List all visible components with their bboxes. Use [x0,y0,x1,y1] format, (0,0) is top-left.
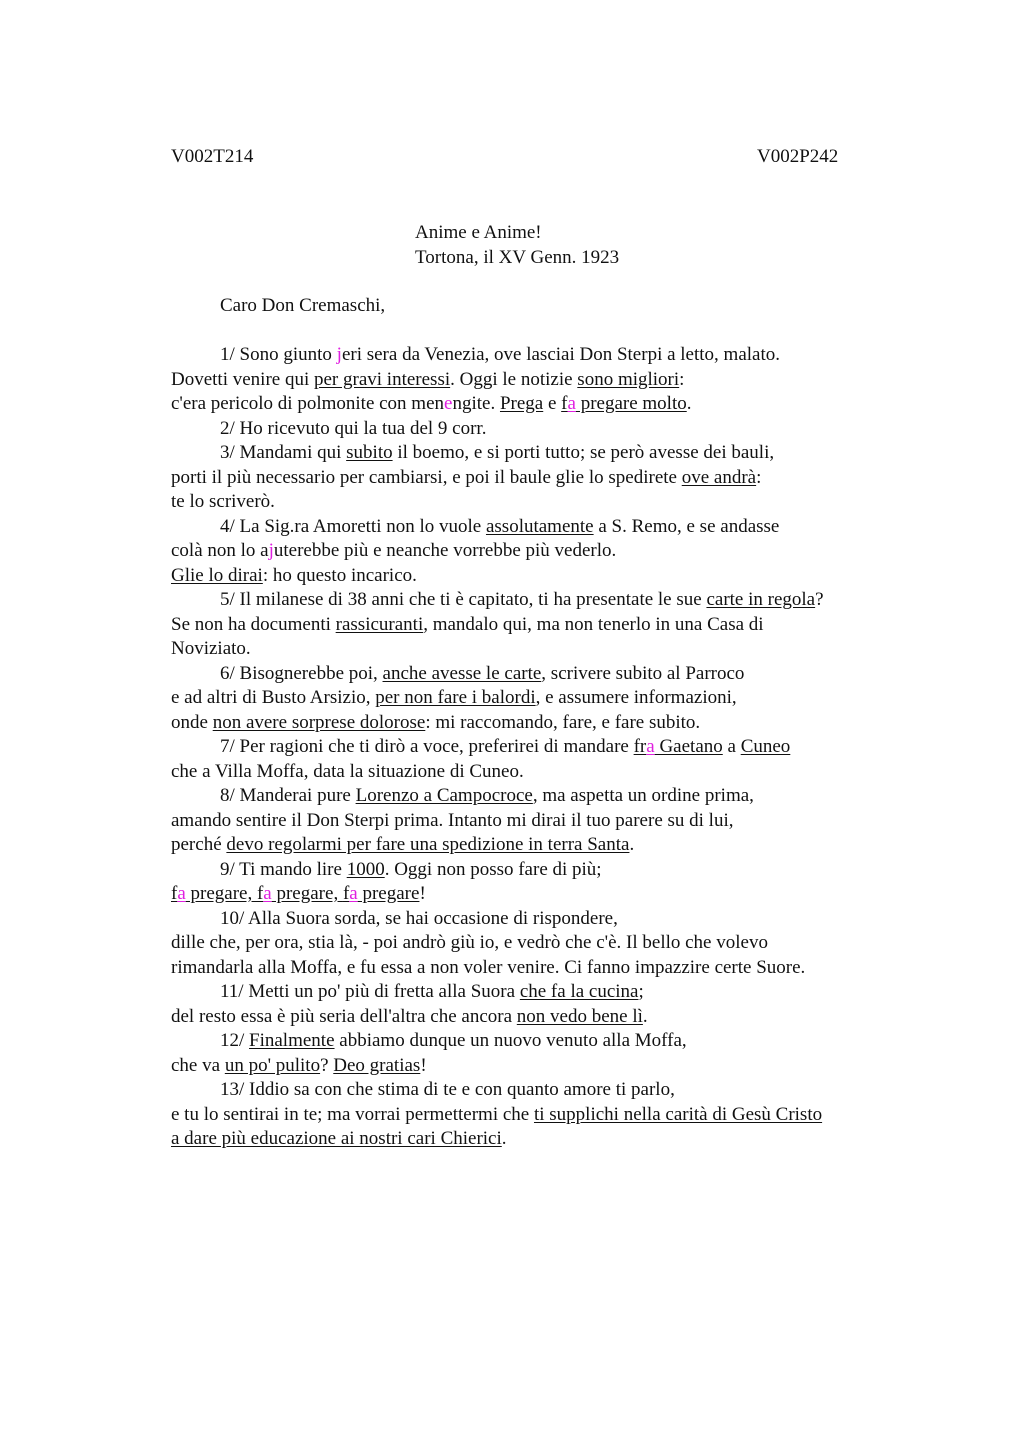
letter-line [171,392,891,417]
underlined-text: Prega [499,393,544,414]
line-text: del resto essa è più seria dell'altra che ancora [171,1005,517,1027]
letter-line [171,735,891,760]
line-text: . [629,834,635,855]
letter-line [171,907,891,932]
line-text: 3/ Mandami qui [220,442,347,463]
line-text: che a Villa Moffa, data la situazione di Cuneo. [171,760,524,782]
line-text: , ma aspetta un ordine prima, [532,785,754,806]
line-text: 2/ Ho ricevuto qui la tua del 9 corr. [220,417,487,439]
line-text: ? [815,589,824,610]
line-text: Dovetti venire qui [171,368,314,390]
underlined-text: per gravi interessi [314,368,451,390]
letter-line [171,539,891,564]
line-text: e [444,393,453,414]
line-text: 12/ [220,1030,250,1051]
line-text: ? [320,1054,334,1076]
place-date: Tortona, il XV Genn. 1923 [415,246,620,268]
letter-line [171,1078,891,1103]
letter-line [171,662,891,687]
underlined-text: Deo gratias [333,1054,421,1076]
line-text: Noviziato. [171,638,251,659]
line-text: e tu lo sentirai in te; ma vorrai permettermi che [171,1103,534,1125]
underlined-text: assolutamente [485,515,594,537]
letter-line [171,956,891,981]
line-text: j [336,344,342,365]
letter-line [171,564,891,589]
letter-line [171,343,891,368]
letter-line [171,466,891,491]
line-text: 1/ Sono giunto [220,344,337,365]
underlined-text: pregare, f [185,883,264,904]
line-text: 10/ Alla Suora sorda, se hai occasione di rispondere, [220,907,618,929]
underlined-text: per non fare i balordi [375,687,536,708]
letter-line [171,417,891,442]
line-text: 9/ Ti mando lire [220,858,347,880]
underlined-text: a [177,883,186,904]
line-text: : mi raccomando, fare, e fare subito. [425,711,701,733]
line-text: amando sentire il Don Sterpi prima. Intanto mi dirai il tuo parere su di lui, [171,809,734,831]
underlined-text: f [342,883,350,904]
underlined-text: subito [346,442,393,463]
underlined-text: un po' pulito [224,1054,321,1076]
underlined-text: Cuneo [740,736,791,757]
letter-line [171,833,891,858]
line-text: e ad altri di Busto Arsizio, [171,687,376,708]
line-text: 4/ La Sig.ra Amoretti non lo vuole [220,515,486,537]
line-text: onde [171,711,213,733]
letter-line [171,1029,891,1054]
underlined-text: sono migliori [577,368,680,390]
line-text: , scrivere subito al Parroco [541,662,745,684]
line-text: a S. Remo, e se andasse [593,515,780,537]
underlined-text: Gaetano [654,736,723,757]
line-text: c'era pericolo di polmonite con men [171,393,445,414]
line-text: 5/ Il milanese di 38 anni che ti è capitato, ti ha presentate le sue [220,589,707,610]
underlined-text: fr [633,736,647,757]
underlined-text: a [567,393,576,414]
line-text: ! [419,883,426,904]
underlined-text: f [171,883,178,904]
line-text: : ho questo incarico. [262,564,417,586]
salutation: Caro Don Cremaschi, [220,295,386,316]
line-text: 11/ Metti un po' più di fretta alla Suora [220,981,520,1002]
underlined-text: ti supplichi nella carità di Gesù Cristo [533,1103,823,1125]
underlined-text: a [263,883,272,904]
letter-line [171,368,891,393]
letter-line [171,1127,891,1152]
letter-line [171,441,891,466]
underlined-text: a [349,883,358,904]
letter-heading [415,221,619,270]
letter-line [171,858,891,883]
document-code-left: V002T214 [171,146,254,167]
line-text: j [268,540,274,561]
letter-line [171,784,891,809]
letter-line [171,882,891,907]
letter-line [171,1005,891,1030]
underlined-text: non avere sorprese dolorose [212,711,426,733]
letter-line [171,515,891,540]
underlined-text: che fa la cucina [519,981,639,1002]
letter-line [171,637,891,662]
line-text: , mandalo qui, ma non tenerlo in una Casa di [423,613,764,635]
underlined-text: f [561,393,568,414]
line-text: uterebbe più e neanche vorrebbe più vederlo. [273,540,617,561]
line-text: e [543,393,562,414]
letter-line [171,760,891,785]
line-text: che va [171,1054,225,1076]
underlined-text: Glie lo dirai [171,564,263,586]
letter-line [171,931,891,956]
line-text: . [642,1005,648,1027]
page-code-right: V002P242 [757,146,839,167]
letter-line [171,1103,891,1128]
line-text: ! [420,1054,427,1076]
line-text: Se non ha documenti [171,613,336,635]
line-text: dille che, per ora, stia là, - poi andrò giù io, e vedrò che c'è. Il bello che volevo [171,932,768,953]
line-text: : [756,466,762,488]
line-text: . Oggi le notizie [450,368,578,390]
underlined-text: anche avesse le carte [382,662,542,684]
line-text: colà non lo a [171,540,269,561]
letter-line [171,711,891,736]
line-text: 13/ Iddio sa con che stima di te e con quanto amore ti parlo, [220,1079,675,1100]
underlined-text: pregare [357,883,420,904]
line-text: abbiamo dunque un nuovo venuto alla Moffa, [334,1030,687,1051]
underlined-text: a dare più educazione ai nostri cari Chierici [171,1128,502,1149]
line-text: . Oggi non posso fare di più; [384,858,602,880]
underlined-text: Finalmente [249,1030,335,1051]
line-text: te lo scriverò. [171,491,275,512]
underlined-text: carte in regola [706,589,816,610]
letter-line [171,490,891,515]
underlined-text: a [646,736,655,757]
underlined-text: ove andrà [681,466,757,488]
line-text: 7/ Per ragioni che ti dirò a voce, preferirei di mandare [220,736,634,757]
line-text: 6/ Bisognerebbe poi, [220,662,383,684]
underlined-text: rassicuranti [335,613,424,635]
line-text: ngite. [452,393,500,414]
line-text: perché [171,834,227,855]
line-text: eri sera da Venezia, ove lasciai Don Sterpi a letto, malato. [341,344,781,365]
line-text: , e assumere informazioni, [535,687,737,708]
letter-line [171,1054,891,1079]
line-text: : [679,368,685,390]
line-text: ; [638,981,644,1002]
letter-line [171,686,891,711]
line-text: . [501,1128,507,1149]
letter-line [171,613,891,638]
underlined-text: pregare, [271,883,343,904]
line-text: 8/ Manderai pure [220,785,356,806]
line-text: il boemo, e si porti tutto; se però avesse dei bauli, [392,442,775,463]
letter-body [171,343,891,1152]
underlined-text: non vedo bene lì [516,1005,643,1027]
letter-line [171,588,891,613]
line-text: a [722,736,741,757]
line-text: porti il più necessario per cambiarsi, e poi il baule glie lo spedirete [171,466,682,488]
letter-title: Anime e Anime! [415,222,542,243]
letter-line [171,980,891,1005]
letter-line [171,809,891,834]
underlined-text: Lorenzo a Campocroce [355,785,533,806]
line-text: rimandarla alla Moffa, e fu essa a non voler venire. Ci fanno impazzire certe Suore. [171,956,806,978]
underlined-text: 1000 [346,858,385,880]
underlined-text: pregare molto [575,393,687,414]
line-text: . [686,393,692,414]
underlined-text: devo regolarmi per fare una spedizione in terra Santa [226,834,630,855]
